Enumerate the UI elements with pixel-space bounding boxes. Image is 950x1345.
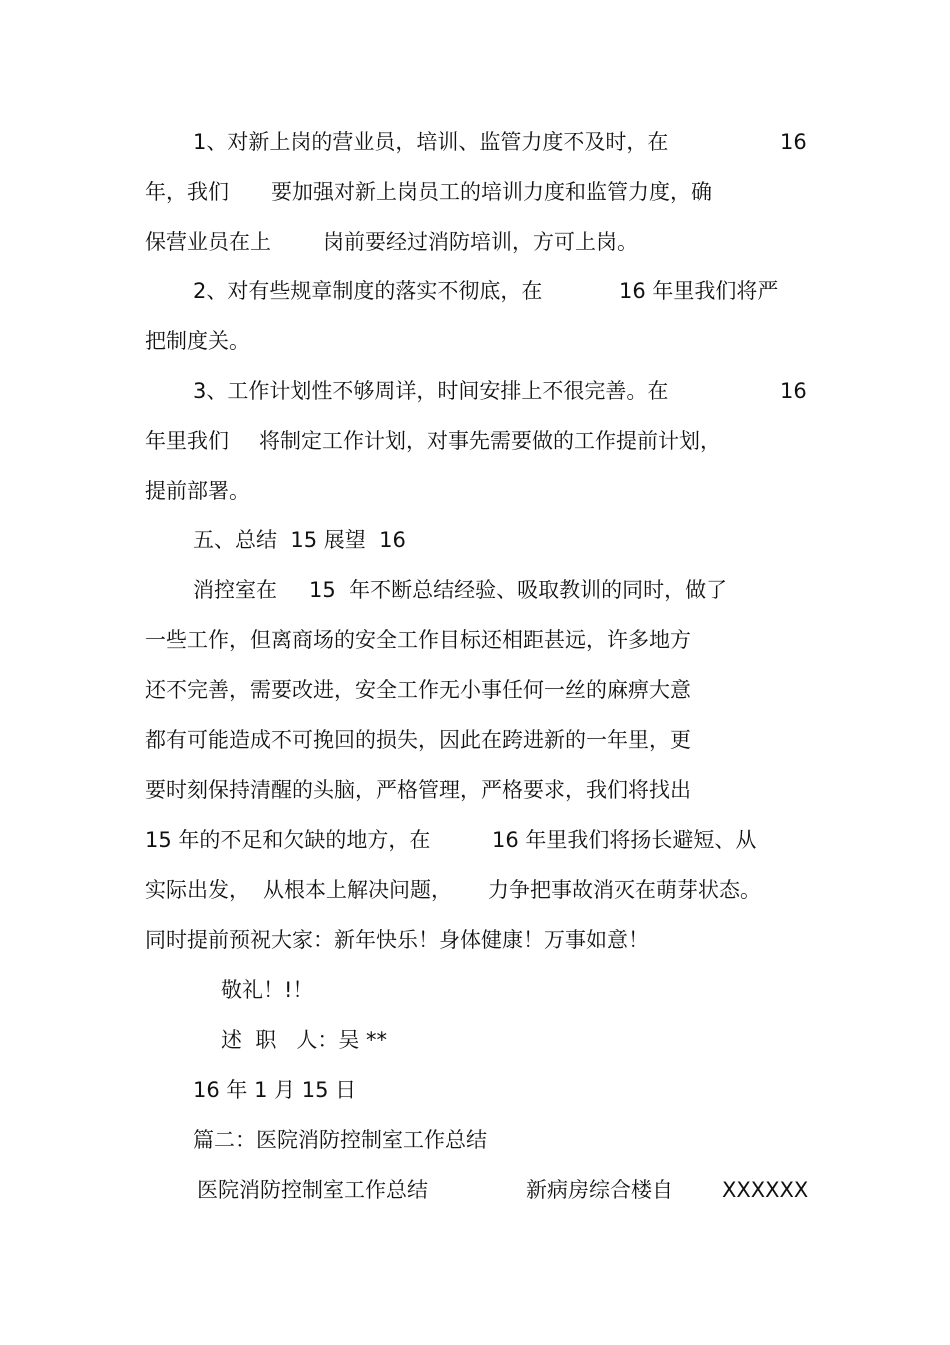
- paragraph-line-mid: 新病房综合楼自: [526, 1178, 673, 1202]
- paragraph-line-tail: 16 年里我们将扬长避短、从: [492, 828, 757, 852]
- paragraph-line-tail: 16: [780, 379, 807, 403]
- paragraph-line-tail: 力争把事故消灭在萌芽状态。: [488, 878, 761, 902]
- salutation: 敬礼！!！: [221, 978, 314, 1002]
- paragraph-line: 3、工作计划性不够周详，时间安排上不很完善。在: [193, 379, 669, 403]
- paragraph-line: 还不完善，需要改进，安全工作无小事任何一丝的麻痹大意: [145, 678, 691, 702]
- paragraph-line-mid: 从根本上解决问题，: [263, 878, 452, 902]
- chapter-heading: 篇二：医院消防控制室工作总结: [193, 1128, 487, 1152]
- paragraph-line: 医院消防控制室工作总结: [197, 1178, 428, 1202]
- paragraph-line: 一些工作，但离商场的安全工作目标还相距甚远，许多地方: [145, 628, 691, 652]
- paragraph-line-tail: 15 年不断总结经验、吸取教训的同时，做了: [309, 578, 728, 602]
- signature-line: 述 职 人：吴 **: [221, 1028, 388, 1052]
- paragraph-line-tail: 16: [780, 130, 807, 154]
- paragraph-line: 15 年的不足和欠缺的地方，在: [145, 828, 431, 852]
- date-line: 16 年 1 月 15 日: [193, 1078, 357, 1102]
- paragraph-line: 提前部署。: [145, 479, 250, 503]
- paragraph-line: 年里我们: [145, 429, 229, 453]
- paragraph-line-tail: 岗前要经过消防培训，方可上岗。: [323, 230, 638, 254]
- paragraph-line-tail: 要加强对新上岗员工的培训力度和监管力度，确: [271, 180, 712, 204]
- paragraph-line-tail: 16 年里我们将严: [619, 279, 779, 303]
- paragraph-line: 把制度关。: [145, 329, 250, 353]
- paragraph-line: 保营业员在上: [145, 230, 271, 254]
- paragraph-line: 要时刻保持清醒的头脑，严格管理，严格要求，我们将找出: [145, 778, 691, 802]
- paragraph-line-tail: XXXXXX: [722, 1178, 809, 1202]
- paragraph-line: 年，我们: [145, 180, 229, 204]
- paragraph-line: 都有可能造成不可挽回的损失，因此在跨进新的一年里，更: [145, 728, 691, 752]
- paragraph-line: 同时提前预祝大家：新年快乐！身体健康！万事如意！: [145, 928, 649, 952]
- paragraph-line: 1、对新上岗的营业员，培训、监管力度不及时，在: [193, 130, 669, 154]
- paragraph-line: 消控室在: [193, 578, 277, 602]
- paragraph-line: 实际出发，: [145, 878, 250, 902]
- paragraph-line: 2、对有些规章制度的落实不彻底，在: [193, 279, 543, 303]
- paragraph-line-tail: 将制定工作计划，对事先需要做的工作提前计划，: [259, 429, 721, 453]
- section-heading: 五、总结 15 展望 16: [193, 528, 406, 552]
